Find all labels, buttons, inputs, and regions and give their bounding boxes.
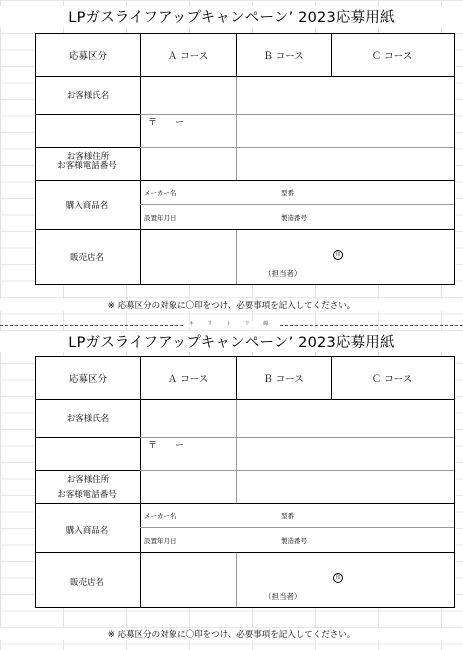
course-c-cell[interactable]: Ｃ コース (371, 374, 413, 385)
postal-code-mark: 〒 ー (148, 118, 185, 128)
name-row-line (140, 437, 454, 438)
customer-name-label: お客様氏名 (66, 91, 110, 101)
customer-phone-label: お客様電話番号 (57, 490, 117, 500)
install-date-label: 設置年月日 (144, 214, 177, 222)
model-label: 型番 (281, 189, 294, 197)
store-name-label: 販売店名 (69, 578, 104, 588)
install-date-label: 設置年月日 (144, 537, 177, 545)
product-name-label: 購入商品名 (65, 525, 109, 536)
name-row-line (140, 114, 454, 115)
product-mid-line (140, 527, 454, 528)
person-in-charge-label: （担当者） (264, 269, 302, 278)
seal-mark: 印 (333, 250, 343, 260)
store-cell-divider (236, 229, 237, 284)
address-row-line (140, 147, 454, 148)
customer-phone-label: お客様電話番号 (57, 161, 117, 171)
postal-code-mark: 〒 ー (148, 441, 185, 451)
cut-line-label: キ リ ト リ 線 (0, 320, 463, 327)
customer-address-label: お客様住所 (66, 152, 110, 162)
maker-label: メーカー名 (144, 189, 177, 197)
category-header: 応募区分 (68, 51, 107, 62)
address-row-line (140, 470, 454, 471)
course-a-cell[interactable]: Ａ コース (167, 51, 209, 62)
customer-name-label: お客様氏名 (66, 414, 110, 424)
serial-label: 製造番号 (281, 537, 307, 545)
form-title: LPガスライフアップキャンペーン’ 2023応募用紙 (0, 331, 463, 352)
store-name-label: 販売店名 (69, 253, 104, 263)
product-name-label: 購入商品名 (65, 200, 109, 211)
person-in-charge-label: （担当者） (264, 592, 302, 601)
product-mid-line (140, 204, 454, 205)
course-b-cell[interactable]: Ｂ コース (263, 51, 304, 62)
seal-mark: 印 (333, 573, 343, 583)
category-header: 応募区分 (68, 374, 107, 385)
name-cell-divider (236, 399, 237, 504)
maker-label: メーカー名 (144, 512, 177, 520)
course-b-cell[interactable]: Ｂ コース (263, 374, 304, 385)
instruction-note: ※ 応募区分の対象に〇印をつけ、必要事項を記入してください。 (0, 628, 463, 640)
course-a-cell[interactable]: Ａ コース (167, 374, 209, 385)
course-c-cell[interactable]: Ｃ コース (371, 51, 413, 62)
instruction-note: ※ 応募区分の対象に〇印をつけ、必要事項を記入してください。 (0, 299, 463, 311)
name-cell-divider (236, 76, 237, 181)
model-label: 型番 (281, 512, 294, 520)
serial-label: 製造番号 (281, 214, 307, 222)
store-cell-divider (236, 552, 237, 607)
form-title: LPガスライフアップキャンペーン’ 2023応募用紙 (0, 6, 463, 27)
customer-address-label: お客様住所 (66, 475, 110, 485)
